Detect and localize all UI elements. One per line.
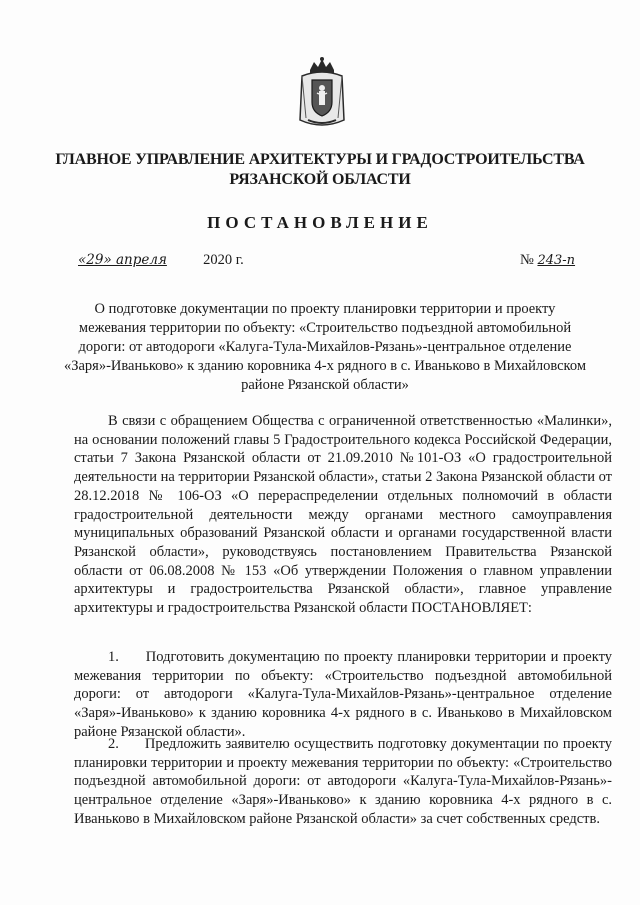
item-text: Подготовить документацию по проекту планировки территории и проекту межевания территории по объекту: «Строительство подъездной автомобильной дороги: от автодороги «Калуга-Тула-Михайлов-Рязань»-центральное отделение «Заря»-Иваньково» к зданию коровника 4-х рядного в с. Иваньково в Михайловском районе Рязанской области». bbox=[74, 649, 612, 740]
document-subject: О подготовке документации по проекту планировки территории и проекту межевания территории по объекту: «Строительство подъездной автомобильной дороги: от автодороги «Калуга-Тула-Михайлов-Рязань»-центральное отделение «Заря»-Иваньково» к зданию коровника 4-х рядного в с. Иваньково в Михайловском районе Рязанской области» bbox=[63, 301, 587, 393]
date-year: 2020 г. bbox=[203, 252, 244, 268]
document-type-title: ПОСТАНОВЛЕНИЕ bbox=[207, 213, 433, 232]
document-number bbox=[520, 252, 575, 269]
list-item bbox=[74, 735, 612, 829]
preamble-paragraph: В связи с обращением Общества с ограниченной ответственностью «Малинки», на основании положений главы 5 Градостроительного кодекса Российской Федерации, статьи 7 Закона Рязанской области от 21.09.2010 №101-ОЗ «О градостроительной деятельности на территории Рязанской области», статьи 2 Закона Рязанской области от 28.12.2018 № 106-ОЗ «О перераспределении отдельных полномочий в области градостроительной деятельности между органами местного самоуправления муниципальных образований Рязанской области и органами государственной власти Рязанской области», руководствуясь постановлением Правительства Рязанской области от 06.08.2008 № 153 «Об утверждении Положения о главном управлении архитектуры и градостроительства Рязанской области», главное управление архитектуры и градостроительства Рязанской области ПОСТАНОВЛЯЕТ: bbox=[74, 413, 613, 617]
document-date bbox=[78, 252, 244, 269]
item-number: 1. bbox=[108, 649, 119, 665]
organization-name-line-2: РЯЗАНСКОЙ ОБЛАСТИ bbox=[229, 171, 411, 188]
item-number: 2. bbox=[108, 736, 119, 752]
organization-name-line-1: ГЛАВНОЕ УПРАВЛЕНИЕ АРХИТЕКТУРЫ И ГРАДОСТРОИТЕЛЬСТВА bbox=[55, 151, 585, 168]
coat-of-arms-icon bbox=[296, 56, 348, 130]
handwritten-date: «29» апреля bbox=[78, 252, 167, 268]
number-sign: № bbox=[520, 252, 534, 268]
handwritten-number: 243-п bbox=[537, 253, 576, 268]
list-item bbox=[74, 648, 612, 742]
item-text: Предложить заявителю осуществить подготовку документации по проекту планировки территории и проекту межевания территории по объекту: «Строительство подъездной автомобильной дороги: от автодороги «Калуга-Тула-Михайлов-Рязань»-центральное отделение «Заря»-Иваньково» к зданию коровника 4-х рядного в с. Иваньково в Михайловском районе Рязанской области» за счет собственных средств. bbox=[74, 736, 613, 827]
